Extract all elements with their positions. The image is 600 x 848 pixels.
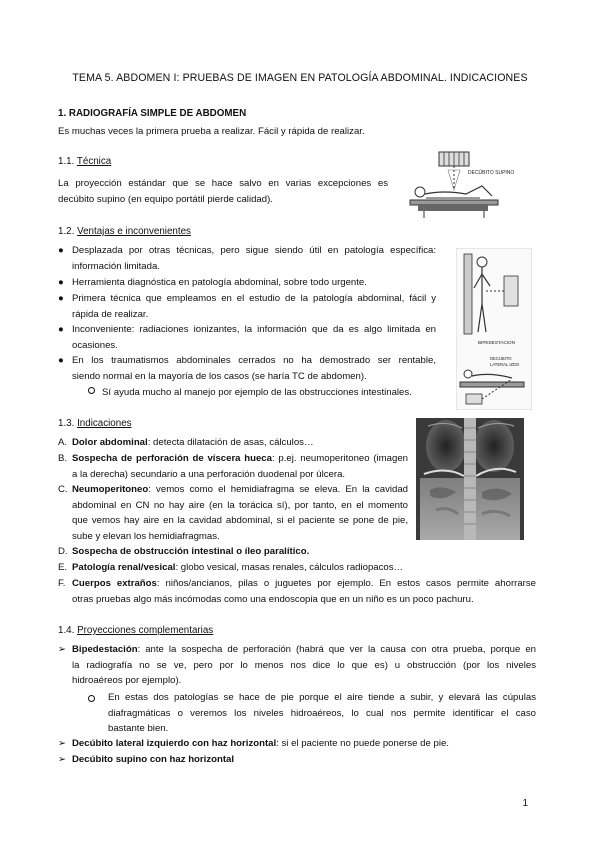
- page-number: 1: [522, 798, 528, 809]
- figure-label: DECUBITO: [490, 356, 512, 361]
- text-line: abdominal en CN no hay aire (en la torácica sí), por tanto, en el momento: [72, 499, 408, 511]
- list-letter: A.: [58, 437, 68, 448]
- supine-position-figure: [404, 150, 526, 220]
- text: : niños/ancianos, pilas o juguetes por ejemplo. En estos casos permite ahorrarse: [156, 578, 536, 589]
- figure-label: DECÚBITO SUPINO: [468, 170, 515, 176]
- text-line: sube y elevan los hemidiafragmas.: [72, 530, 220, 542]
- section-1-4-heading: [58, 625, 213, 636]
- text: : detecta dilatación de asas, cálculos…: [147, 437, 314, 448]
- text-line: siendo normal en la mayoría de los casos (se haría TC de abdomen).: [72, 370, 367, 382]
- bold-text: Sospecha de obstrucción intestinal o íleo paralítico.: [72, 546, 310, 557]
- figure-label: LATERAL IZDO: [490, 362, 520, 367]
- text: : ante la sospecha de perforación (habrá que ver la causa con otra prueba, porque en: [137, 644, 536, 655]
- bold-text: Dolor abdominal: [72, 437, 148, 448]
- text: : si el paciente no puede ponerse de pie.: [276, 738, 449, 749]
- arrow-bullet-icon: ➢: [58, 754, 67, 765]
- text-line: ocasiones.: [72, 339, 118, 351]
- arrow-bullet-icon: ➢: [58, 644, 67, 655]
- list-letter: C.: [58, 484, 68, 495]
- text-line: a la derecha) secundario a una perforación duodenal por úlcera.: [72, 468, 346, 480]
- text-line: hidroaéreos por ejemplo).: [72, 675, 182, 687]
- text: : globo vesical, masas renales, cálculos radiopacos…: [175, 562, 404, 573]
- section-1-3-heading: [58, 418, 132, 429]
- bold-text: Decúbito supino con haz horizontal: [72, 754, 235, 765]
- sub-list-item: [88, 385, 412, 401]
- text-line: otras pruebas algo más incómodas como una endoscopia que en un niño es un poco pachuru.: [72, 593, 474, 605]
- text-line: Herramienta diagnóstica en patología abdominal, sobre todo urgente.: [72, 277, 367, 288]
- text-line: Primera técnica que empleamos en el estudio de la patología abdominal, fácil y: [72, 293, 436, 304]
- arrow-bullet-icon: ➢: [58, 738, 67, 749]
- text-line: En los traumatismos abdominales cerrados no ha demostrado ser rentable,: [72, 355, 436, 366]
- section-title: Proyecciones complementarias: [77, 625, 214, 636]
- text-line: La proyección estándar que se hace salvo en varias excepciones es: [58, 178, 388, 189]
- text-line: Sí ayuda mucho al manejo por ejemplo de las obstrucciones intestinales.: [102, 387, 412, 398]
- text-line: diafragmáticas o veremos los niveles hidroaéreos, lo cual nos permite identificar el caso: [108, 707, 536, 719]
- list-letter: F.: [58, 578, 66, 589]
- bold-text: Sospecha de perforación de víscera hueca: [72, 453, 272, 464]
- bold-text: Patología renal/vesical: [72, 562, 176, 573]
- circle-bullet-icon: [88, 695, 95, 702]
- text-line: información limitada.: [72, 260, 160, 272]
- bold-text: Bipedestación: [72, 644, 138, 655]
- text-line: rápida de realizar.: [72, 308, 149, 320]
- section-1-2-heading: [58, 226, 191, 237]
- text-line: Inconveniente: radiaciones ionizantes, la información que da es algo limitada en: [72, 324, 436, 335]
- page-title: TEMA 5. ABDOMEN I: PRUEBAS DE IMAGEN EN PATOLOGÍA ABDOMINAL. INDICACIONES: [72, 72, 528, 84]
- bullet-icon: ●: [58, 245, 64, 256]
- section-number: 1.1.: [58, 156, 77, 167]
- text: : p.ej. neumoperitoneo (imagen: [271, 453, 408, 464]
- text: : vemos como el hemidiafragma se eleva. En la cavidad: [148, 484, 408, 495]
- bullet-icon: ●: [58, 324, 64, 335]
- bold-text: Decúbito lateral izquierdo con haz horizontal: [72, 738, 277, 749]
- circle-bullet-icon: [88, 387, 95, 394]
- section-1-heading: 1. RADIOGRAFÍA SIMPLE DE ABDOMEN: [58, 108, 247, 119]
- section-number: 1.2.: [58, 226, 78, 237]
- section-title: Técnica: [76, 156, 112, 167]
- section-number: 1.3.: [58, 418, 78, 429]
- section-1-1-text: [58, 176, 388, 207]
- text-line: Desplazada por otras técnicas, pero sigue siendo útil en patología específica:: [72, 245, 436, 256]
- text-line: la radiografía no se ve, pero por lo menos nos dice lo que es) u obstrucción (por los niveles: [72, 659, 536, 671]
- text-line: que vemos hay aire en la cavidad abdominal, si el paciente se pone de pie,: [72, 515, 408, 527]
- bold-text: Neumoperitoneo: [72, 484, 149, 495]
- text-line: decúbito supino (en equipo portátil pierde calidad).: [58, 193, 273, 205]
- bullet-icon: ●: [58, 277, 64, 288]
- section-number: 1.4.: [58, 625, 78, 636]
- section-1-1-heading: [58, 156, 111, 167]
- section-1-intro: Es muchas veces la primera prueba a realizar. Fácil y rápida de realizar.: [58, 126, 365, 137]
- text-line: bastante bien.: [108, 723, 169, 735]
- section-title: Indicaciones: [77, 418, 132, 429]
- list-letter: B.: [58, 453, 68, 464]
- text-line: En estas dos patologías se hace de pie porque el aire tiende a subir, y elevará las cúpulas: [108, 692, 536, 703]
- upright-and-lateral-position-figure: [456, 248, 532, 410]
- figure-label: BIPEDESTACION: [478, 340, 515, 345]
- section-title: Ventajas e inconvenientes: [77, 226, 191, 237]
- list-letter: E.: [58, 562, 68, 573]
- abdominal-xray-image: [416, 418, 524, 540]
- bullet-icon: ●: [58, 355, 64, 366]
- bullet-icon: ●: [58, 293, 64, 304]
- list-letter: D.: [58, 546, 68, 557]
- bold-text: Cuerpos extraños: [72, 578, 157, 589]
